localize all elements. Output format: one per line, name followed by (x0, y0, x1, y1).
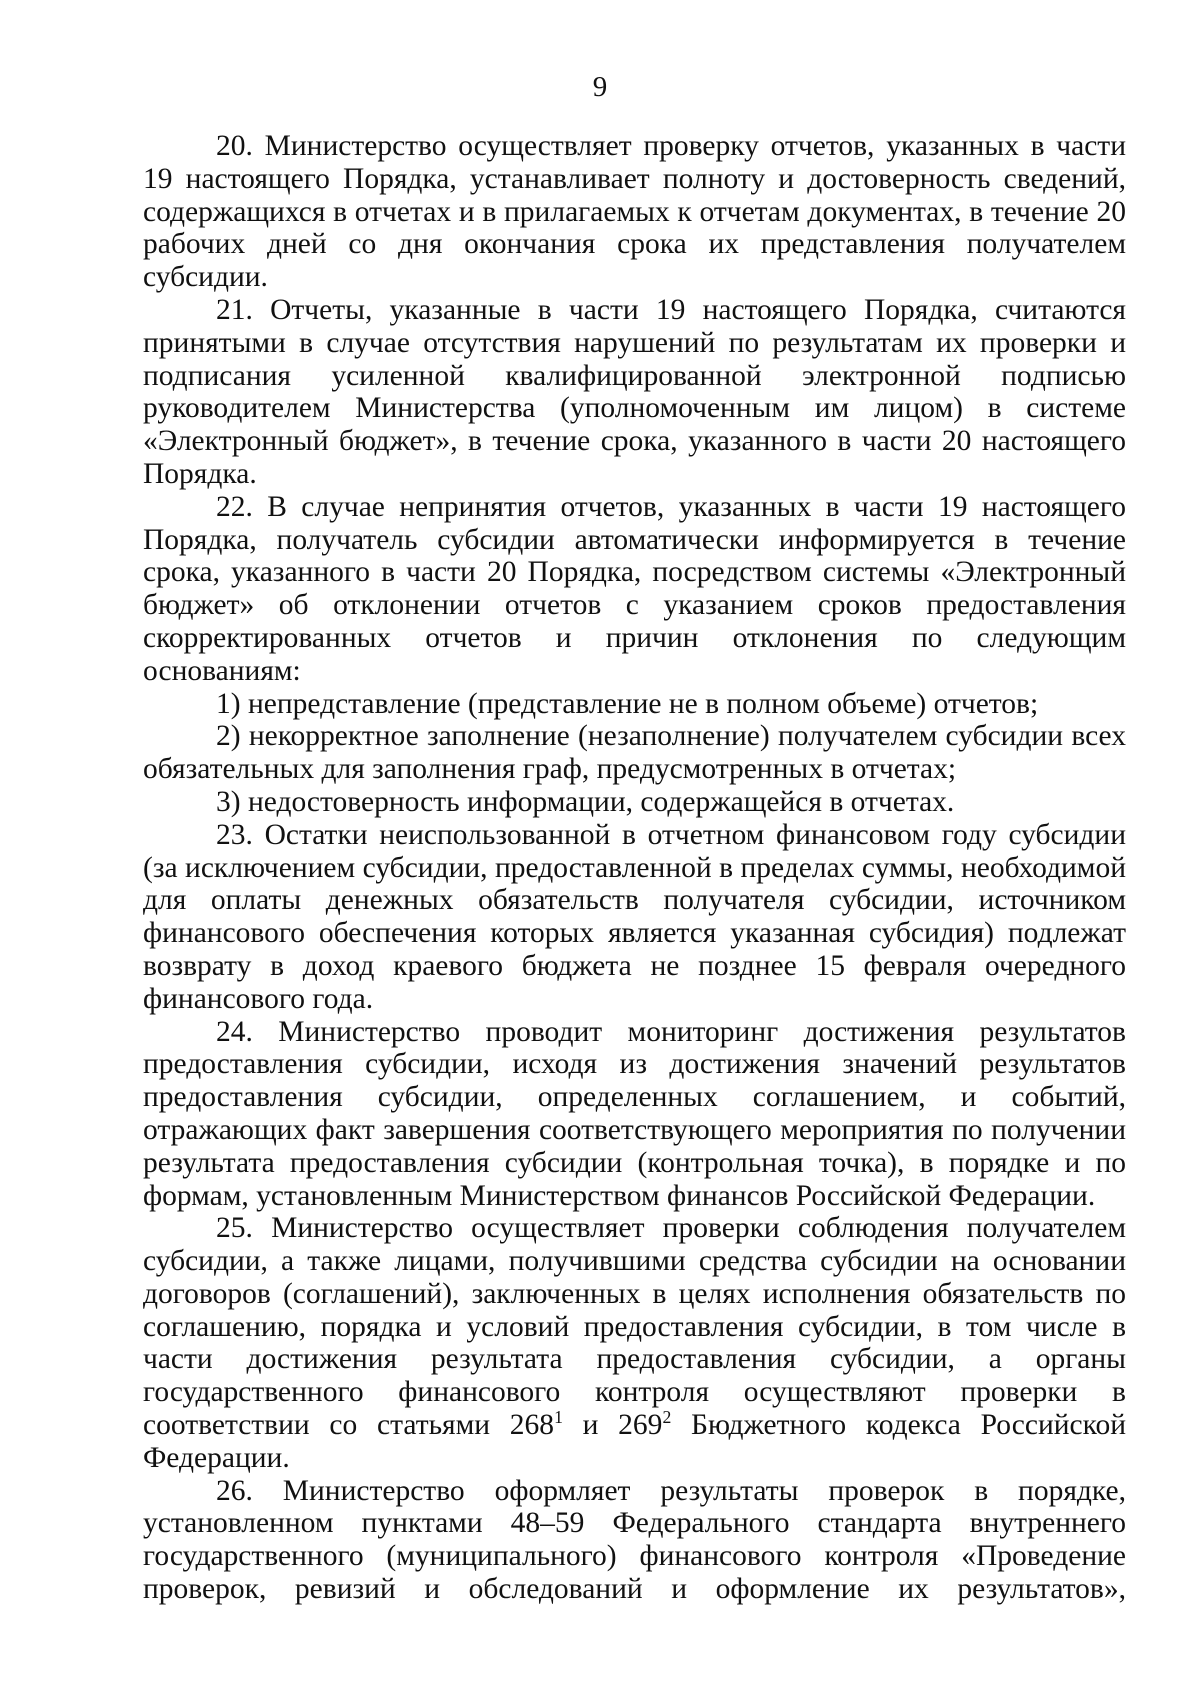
paragraph-25-text-a: 25. Министерство осуществляет проверки соблюдения получателем субсидии, а также лицами, получившими средства субсидии на основании договоров (соглашений), заключенных в целях исполнения обязательств по соглашению, порядка и условий предоставления субсидии, в том числе в части достижения результата предоставления субсидии, а органы государственного финансового контроля осуществляют проверки в соответствии со статьями 268 (143, 1212, 1126, 1442)
list-item-1: 1) непредставление (представление не в полном объеме) отчетов; (216, 687, 1039, 720)
paragraph-25-text-b: и 269 (562, 1409, 663, 1442)
list-item-2: 2) некорректное заполнение (незаполнение) получателем субсидии всех обязательных для заполнения граф, предусмотренных в отчетах; (143, 720, 1126, 786)
paragraph-26: 26. Министерство оформляет результаты проверок в порядке, установленном пунктами 48–59 Федерального стандарта внутреннего государственного (муниципального) финансового контроля «Проведение проверок, ревизий и обследований и оформление их результатов», (143, 1474, 1126, 1606)
paragraph-24: 24. Министерство проводит мониторинг достижения результатов предоставления субсидии, исходя из достижения значений результатов предоставления субсидии, определенных соглашением, и событий, отражающих факт завершения соответствующего мероприятия по получении результата предоставления субсидии (контрольная точка), в порядке и по формам, установленным Министерством финансов Российской Федерации. (143, 1015, 1126, 1212)
paragraph-22: 22. В случае непринятия отчетов, указанных в части 19 настоящего Порядка, получатель субсидии автоматически информируется в течение срока, указанного в части 20 Порядка, посредством системы «Электронный бюджет» об отклонении отчетов с указанием сроков предоставления скорректированных отчетов и причин отклонения по следующим основаниям: (143, 490, 1126, 687)
list-item-3: 3) недостоверность информации, содержащейся в отчетах. (216, 785, 955, 818)
superscript-2: 2 (662, 1407, 672, 1428)
paragraph-23: 23. Остатки неиспользованной в отчетном финансовом году субсидии (за исключением субсидии, предоставленной в пределах суммы, необходимой для оплаты денежных обязательств получателя субсидии, источником финансового обеспечения которых является указанная субсидия) подлежат возврату в доход краевого бюджета не позднее 15 февраля очередного финансового года. (143, 818, 1126, 1015)
page-number: 9 (592, 71, 608, 103)
paragraph-20: 20. Министерство осуществляет проверку отчетов, указанных в части 19 настоящего Порядка, устанавливает полноту и достоверность сведений, содержащихся в отчетах и в прилагаемых к отчетам документах, в течение 20 рабочих дней со дня окончания срока их представления получателем субсидии. (143, 130, 1126, 294)
paragraph-25-text-c: Бюджетного кодекса Российской Федерации. (143, 1409, 1126, 1474)
document-body (143, 130, 1126, 1606)
superscript-1: 1 (554, 1407, 563, 1428)
paragraph-25 (143, 1212, 1126, 1474)
paragraph-21: 21. Отчеты, указанные в части 19 настоящего Порядка, считаются принятыми в случае отсутствия нарушений по результатам их проверки и подписания усиленной квалифицированной электронной подписью руководителем Министерства (уполномоченным им лицом) в системе «Электронный бюджет», в течение срока, указанного в части 20 настоящего Порядка. (143, 293, 1126, 490)
